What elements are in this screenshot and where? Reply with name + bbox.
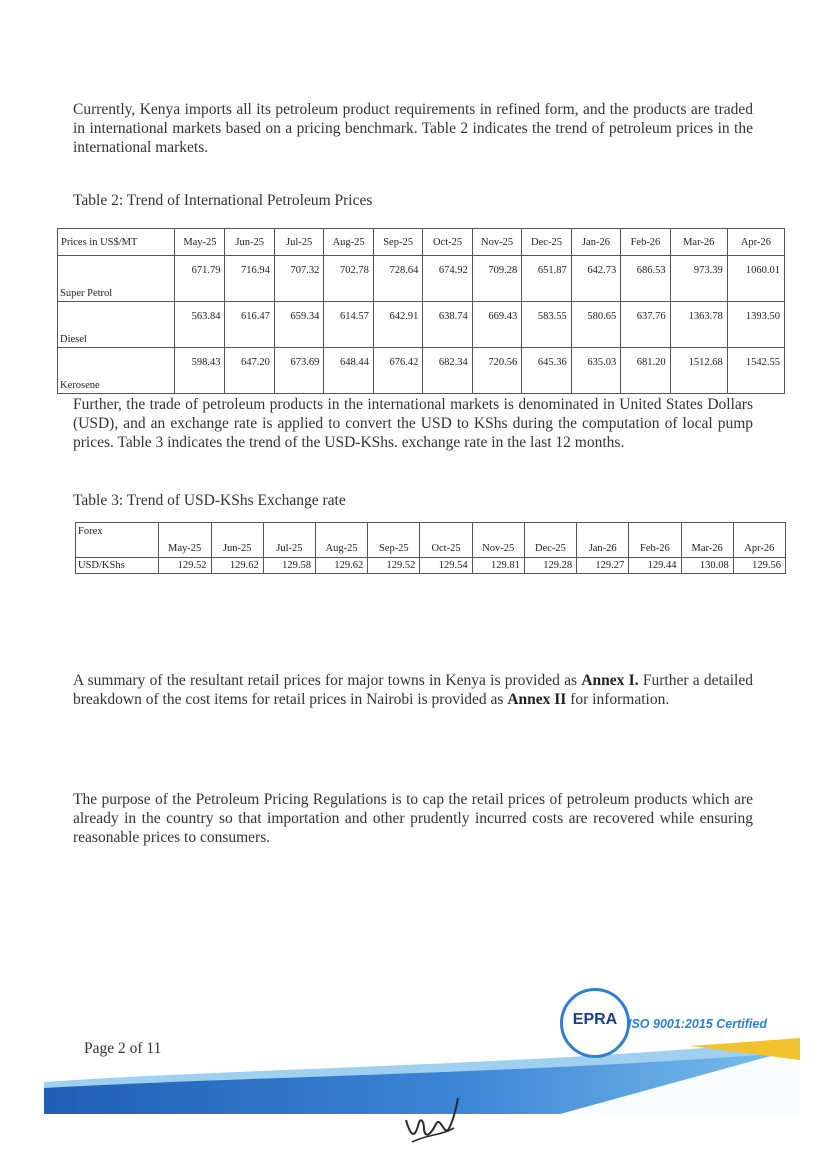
summary-text-3: for information. — [566, 691, 670, 708]
page-number: Page 2 of 11 — [84, 1040, 162, 1057]
table-cell: 637.76 — [621, 302, 670, 348]
table-row — [58, 302, 785, 348]
table-cell: 129.62 — [315, 558, 367, 574]
month-header: Jan-26 — [577, 523, 629, 558]
month-header: Oct-25 — [423, 229, 472, 256]
month-header: Sep-25 — [368, 523, 420, 558]
table-cell: 129.52 — [368, 558, 420, 574]
intro-paragraph: Currently, Kenya imports all its petroleum product requirements in refined form, and the products are traded in international markets based on a pricing benchmark. Table 2 indicates the trend of petroleum prices in the international markets. — [73, 101, 753, 156]
month-header: Nov-25 — [472, 229, 521, 256]
table-cell: 682.34 — [423, 348, 472, 394]
signature — [398, 1090, 468, 1146]
month-header: Feb-26 — [621, 229, 670, 256]
summary-text-2: Further a detailed breakdown of the cost items for retail prices in Nairobi is provided as — [73, 672, 753, 708]
table-cell: 642.91 — [373, 302, 422, 348]
table-header-row — [58, 229, 785, 256]
month-header: Apr-26 — [733, 523, 785, 558]
month-header: Feb-26 — [629, 523, 681, 558]
month-header: Dec-25 — [524, 523, 576, 558]
annex-1-reference: Annex I. — [581, 672, 639, 689]
table-cell: 707.32 — [274, 256, 323, 302]
table2-caption: Table 2: Trend of International Petroleum Prices — [73, 192, 373, 209]
table-cell: 648.44 — [324, 348, 373, 394]
month-header: Jun-25 — [225, 229, 274, 256]
table-cell: 681.20 — [621, 348, 670, 394]
table-cell: 720.56 — [472, 348, 521, 394]
table-cell: 580.65 — [571, 302, 620, 348]
table-cell: 702.78 — [324, 256, 373, 302]
iso-certification: ISO 9001:2015 Certified — [628, 1017, 767, 1031]
table-cell: 709.28 — [472, 256, 521, 302]
table-cell: 129.56 — [733, 558, 785, 574]
month-header: Jun-25 — [211, 523, 263, 558]
purpose-paragraph: The purpose of the Petroleum Pricing Regulations is to cap the retail prices of petroleum products which are already in the country so that importation and other prudently incurred costs are recovered while ensuring reasonable prices to consumers. — [73, 791, 753, 846]
table-cell: 973.39 — [670, 256, 727, 302]
row-label: USD/KShs — [76, 558, 159, 574]
month-header: Nov-25 — [472, 523, 524, 558]
table3-caption: Table 3: Trend of USD-KShs Exchange rate — [73, 492, 346, 509]
table-cell: 673.69 — [274, 348, 323, 394]
table-cell: 614.57 — [324, 302, 373, 348]
table-cell: 659.34 — [274, 302, 323, 348]
table-cell: 674.92 — [423, 256, 472, 302]
month-header: Jul-25 — [263, 523, 315, 558]
table-corner-header: Forex — [76, 523, 159, 558]
month-header: Apr-26 — [727, 229, 784, 256]
month-header: Oct-25 — [420, 523, 472, 558]
table-cell: 1363.78 — [670, 302, 727, 348]
table-cell: 1542.55 — [727, 348, 784, 394]
month-header: May-25 — [158, 523, 211, 558]
table-cell: 129.44 — [629, 558, 681, 574]
table-cell: 638.74 — [423, 302, 472, 348]
table-cell: 716.94 — [225, 256, 274, 302]
petroleum-prices-table — [57, 228, 785, 394]
table-cell: 583.55 — [522, 302, 571, 348]
exchange-paragraph: Further, the trade of petroleum products in the international markets is denominated in United States Dollars (USD), and an exchange rate is applied to convert the USD to KShs during the computation of local pump prices. Table 3 indicates the trend of the USD-KShs. exchange rate in the last 12 months. — [73, 396, 753, 451]
table-cell: 129.62 — [211, 558, 263, 574]
month-header: Sep-25 — [373, 229, 422, 256]
month-header: Jul-25 — [274, 229, 323, 256]
table-cell: 1393.50 — [727, 302, 784, 348]
table-cell: 647.20 — [225, 348, 274, 394]
month-header: Aug-25 — [324, 229, 373, 256]
table-cell: 129.54 — [420, 558, 472, 574]
table-cell: 1060.01 — [727, 256, 784, 302]
exchange-rate-table — [75, 522, 786, 574]
table-row — [58, 348, 785, 394]
table-corner-header: Prices in US$/MT — [58, 229, 175, 256]
table-cell: 669.43 — [472, 302, 521, 348]
table-cell: 728.64 — [373, 256, 422, 302]
table-row — [76, 558, 786, 574]
month-header: Dec-25 — [522, 229, 571, 256]
table-cell: 129.27 — [577, 558, 629, 574]
table-cell: 129.58 — [263, 558, 315, 574]
table-cell: 642.73 — [571, 256, 620, 302]
table-cell: 1512.68 — [670, 348, 727, 394]
table-cell: 598.43 — [175, 348, 225, 394]
table-cell: 129.28 — [524, 558, 576, 574]
month-header: Aug-25 — [315, 523, 367, 558]
summary-text-1: A summary of the resultant retail prices for major towns in Kenya is provided as — [73, 672, 582, 689]
table-cell: 635.03 — [571, 348, 620, 394]
table-cell: 563.84 — [175, 302, 225, 348]
epra-logo-text: EPRA — [572, 1011, 618, 1028]
table-cell: 671.79 — [175, 256, 225, 302]
row-label: Super Petrol — [58, 256, 175, 302]
month-header: Mar-26 — [681, 523, 733, 558]
table-cell: 651.87 — [522, 256, 571, 302]
row-label: Kerosene — [58, 348, 175, 394]
table-cell: 130.08 — [681, 558, 733, 574]
month-header: Mar-26 — [670, 229, 727, 256]
row-label: Diesel — [58, 302, 175, 348]
table-cell: 129.81 — [472, 558, 524, 574]
month-header: May-25 — [175, 229, 225, 256]
table-cell: 616.47 — [225, 302, 274, 348]
table-cell: 676.42 — [373, 348, 422, 394]
table-cell: 686.53 — [621, 256, 670, 302]
table-row — [58, 256, 785, 302]
summary-paragraph — [73, 671, 753, 709]
table-cell: 129.52 — [158, 558, 211, 574]
annex-2-reference: Annex II — [507, 691, 567, 708]
month-header: Jan-26 — [571, 229, 620, 256]
table-header-row — [76, 523, 786, 558]
epra-logo — [560, 988, 630, 1058]
table-cell: 645.36 — [522, 348, 571, 394]
